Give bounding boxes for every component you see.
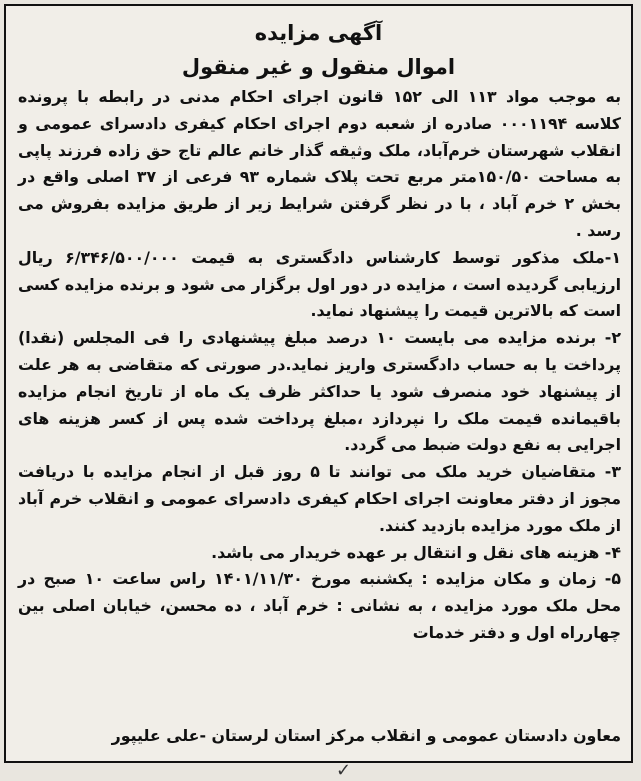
notice-intro: به موجب مواد ۱۱۳ الی ۱۵۲ قانون اجرای احکام مدنی در رابطه با پرونده کلاسه ۰۰۰۱۱۹۴ صادره از شعبه دوم اجرای احکام کیفری دادسرای عمومی و انقلاب شهرستان خرم‌آباد، ملک وثیقه گذار خانم عالم تاج حق زاده فرزند پاپی به مساحت ۱۵۰/۵۰متر مربع تحت پلاک شماره ۹۳ فرعی از ۳۷ اصلی واقع در بخش ۲ خرم آباد ، با در نظر گرفتن شرایط زیر از طریق مزایده بفروش می رسد . [18,87,622,240]
condition-2: ۲- برنده مزایده می بایست ۱۰ درصد مبلغ پیشنهادی را فی المجلس (نقدا) پرداخت یا به حساب دادگستری واریز نماید.در صورتی که متقاضی به هر علت از پیشنهاد خود منصرف شود یا حداکثر ظرف یک ماه از تاریخ انجام مزایده باقیمانده قیمت ملک را نپردازد ،مبلغ پرداخت شده پس از کسر هزینه های اجرایی به نفع دولت ضبط می گردد. [18,328,622,455]
condition-1: ۱-ملک مذکور توسط کارشناس دادگستری به قیمت ۶/۳۴۶/۵۰۰/۰۰۰ ریال ارزیابی گردیده است ، مزایده در دور اول برگزار می شود و برنده مزایده کسی است که بالاترین قیمت را پیشنهاد نماید. [18,247,621,321]
notice-subtitle: اموال منقول و غیر منقول [181,55,456,79]
signature: معاون دادستان عمومی و انقلاب مرکز استان لرستان -علی علیپور [111,726,621,745]
condition-3: ۳- متقاضیان خرید ملک می توانند تا ۵ روز قبل از انجام مزایده با دریافت مجوز از دفتر معاونت اجرای احکام کیفری دادسرای عمومی و انقلاب خرم آباد از ملک مورد مزایده بازدید کنند. [18,462,621,535]
notice-body [6,84,631,647]
condition-4: ۴- هزینه های نقل و انتقال بر عهده خریدار می باشد. [211,542,621,562]
notice-title: آگهی مزایده [254,21,383,45]
condition-5: ۵- زمان و مکان مزایده : یکشنبه مورخ ۱۴۰۱/۱۱/۳۰ راس ساعت ۱۰ صبح در محل ملک مورد مزایده ، به نشانی : خرم آباد ، ده محسن، خیابان اصلی بین چهارراه اول و دفتر خدمات [18,569,621,642]
handwritten-mark-icon: ✓ [336,760,352,781]
auction-notice [4,4,633,763]
